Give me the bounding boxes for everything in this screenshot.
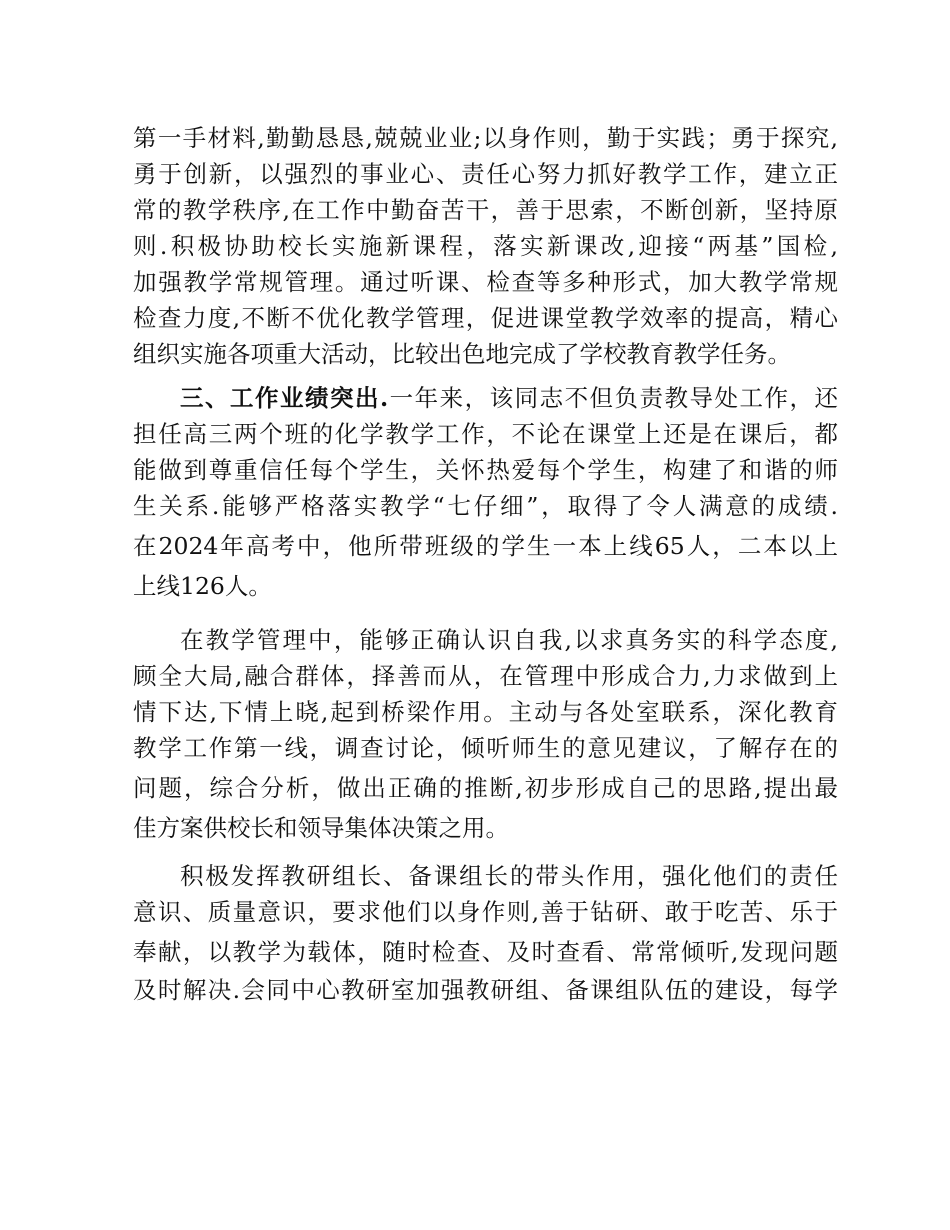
text-line: 情下达,下情上晓,起到桥梁作用。主动与各处室联系，深化教育: [133, 698, 838, 726]
text-line: 积极发挥教研组长、备课组长的带头作用，强化他们的责任: [180, 862, 838, 890]
text-line: 担任高三两个班的化学教学工作，不论在课堂上还是在课后，都: [133, 420, 838, 448]
text-line: 加强教学常规管理。通过听课、检查等多种形式，加大教学常规: [133, 268, 838, 296]
text-line: 勇于创新，以强烈的事业心、责任心努力抓好教学工作，建立正: [133, 160, 838, 188]
text-line: 生关系.能够严格落实教学“七仔细”，取得了令人满意的成绩.: [133, 492, 838, 520]
text-line: 在教学管理中，能够正确认识自我,以求真务实的科学态度,: [180, 626, 838, 654]
text-line: 佳方案供校长和领导集体决策之用。: [133, 814, 509, 842]
text-line: 在2024年高考中，他所带班级的学生一本上线65人，二本以上: [133, 532, 838, 560]
text-line: 检查力度,不断不优化教学管理，促进课堂教学效率的提高，精心: [133, 304, 838, 332]
text-line: 常的教学秩序,在工作中勤奋苦干，善于思索，不断创新，坚持原: [133, 196, 838, 224]
text-line: 顾全大局,融合群体，择善而从，在管理中形成合力,力求做到上: [133, 662, 838, 690]
text-line: 问题，综合分析，做出正确的推断,初步形成自己的思路,提出最: [133, 774, 838, 802]
text-line: 上线126人。: [133, 572, 272, 600]
text-line: 意识、质量意识，要求他们以身作则,善于钻研、敢于吃苦、乐于: [133, 898, 838, 926]
text-span: 一年来，该同志不但负责教导处工作，还: [388, 384, 838, 412]
section-heading: 三、工作业绩突出.: [180, 384, 389, 412]
text-line: 则.积极协助校长实施新课程，落实新课改,迎接“两基”国检,: [133, 232, 838, 260]
text-line: 能做到尊重信任每个学生，关怀热爱每个学生，构建了和谐的师: [133, 456, 838, 484]
section-paragraph-first-line: [180, 381, 838, 415]
text-line: 第一手材料,勤勤恳恳,兢兢业业;以身作则，勤于实践；勇于探究,: [133, 124, 838, 152]
text-line: 及时解决.会同中心教研室加强教研组、备课组队伍的建设，每学: [133, 976, 838, 1004]
text-line: 奉献，以教学为载体，随时检查、及时查看、常常倾听,发现问题: [133, 938, 838, 966]
text-line: 教学工作第一线，调查讨论，倾听师生的意见建议，了解存在的: [133, 734, 838, 762]
text-line: 组织实施各项重大活动，比较出色地完成了学校教育教学任务。: [133, 340, 791, 368]
